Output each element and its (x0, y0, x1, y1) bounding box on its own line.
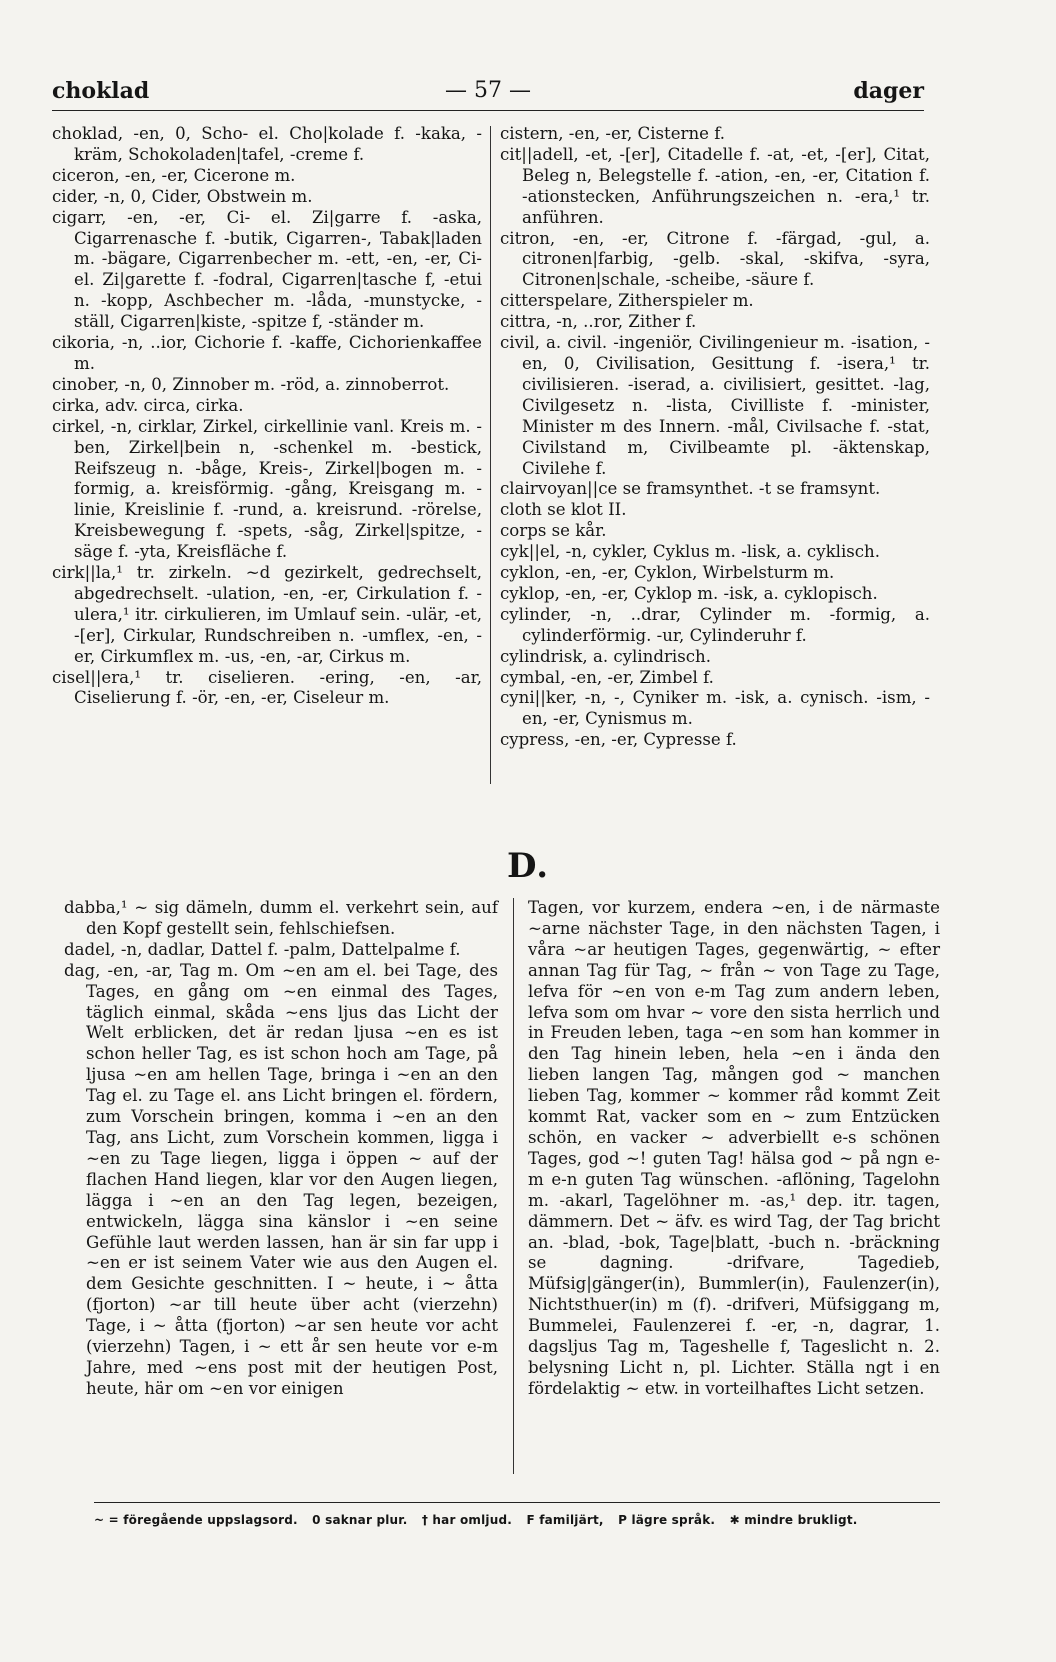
entry: cirk||la,¹ tr. zirkeln. ~d gezirkelt, gedrechselt, abgedrechselt. -ulation, -en, -er, Cirkulation f. -ulera,¹ itr. cirkulieren, im Umlauf sein. -ulär, -et, -[er], Cirkular, Rundschreiben n. -umflex, -en, -er, Cirkumflex m. -us, -en, -ar, Cirkus m. (52, 563, 482, 666)
entry: cigarr, -en, -er, Ci- el. Zi|garre f. -aska, Cigarrenasche f. -butik, Cigarren-, Tabak|laden m. -bägare, Cigarrenbecher m. -ett, -en, -er, Ci- el. Zi|garette f. -fodral, Cigarren|tasche f, -etui n. -kopp, Aschbecher m. -låda, -munstycke, -ställ, Cigarren|kiste, -spitze f, -ständer m. (52, 207, 482, 332)
entry: cistern, -en, -er, Cisterne f. (500, 124, 726, 143)
entry: clairvoyan||ce se framsynthet. -t se framsynt. (500, 479, 881, 499)
entry: choklad, -en, 0, Scho- el. Cho|kolade f. -kaka, -kräm, Schokoladen|tafel, -creme f. (52, 124, 482, 164)
page-number: — 57 — (445, 78, 531, 103)
entry: ciceron, -en, -er, Cicerone m. (52, 165, 296, 185)
entry: cymbal, -en, -er, Zimbel f. (500, 667, 714, 687)
entry: cyni||ker, -n, -, Cyniker m. -isk, a. cynisch. -ism, -en, -er, Cynismus m. (500, 688, 930, 729)
column-top-left (52, 124, 482, 709)
abbreviation-legend (94, 1502, 940, 1527)
entry: cirka, adv. circa, cirka. (52, 395, 244, 415)
column-divider (513, 898, 514, 1474)
column-bottom-right (528, 898, 940, 1400)
entry: cylindrisk, a. cylindrisch. (500, 646, 711, 666)
legend-item: ✱ mindre brukligt. (729, 1513, 858, 1527)
column-bottom-left (64, 898, 498, 1400)
entry: cyklop, -en, -er, Cyklop m. -isk, a. cyklopisch. (500, 583, 878, 603)
column-top-right (500, 124, 930, 751)
entry: cypress, -en, -er, Cypresse f. (500, 730, 737, 750)
entry: civil, a. civil. -ingeniör, Civilingenieur m. -isation, -en, 0, Civilisation, Gesittung f. -isera,¹ tr. civilisieren. -iserad, a. civilisiert, gesittet. -lag, Civilgesetz n. -lista, Civilliste f. -minister, Minister m des Innern. -mål, Civilsache f. -stat, Civilstand m, Civilbeamte pl. -äktenskap, Civilehe f. (500, 333, 930, 478)
entry: cit||adell, -et, -[er], Citadelle f. -at, -et, -[er], Citat, Beleg n, Belegstelle f. -ation, -en, -er, Citation f. -ationstecken, Anführungszeichen n. -era,¹ tr. anführen. (500, 144, 930, 227)
header-last-word: dager (853, 78, 924, 104)
entry: corps se kår. (500, 521, 607, 541)
entry: cylinder, -n, ..drar, Cylinder m. -formig, a. cylinderförmig. -ur, Cylinderuhr f. (500, 604, 930, 645)
entry: cloth se klot II. (500, 500, 627, 520)
legend-item: ~ = föregående uppslagsord. (94, 1513, 298, 1527)
entry: cinober, -n, 0, Zinnober m. -röd, a. zinnoberrot. (52, 374, 450, 394)
entry: cirkel, -n, cirklar, Zirkel, cirkellinie vanl. Kreis m. -ben, Zirkel|bein n, -schenkel m. -bestick, Reifszeug n. -båge, Kreis-, Zirkel|bogen m. -formig, a. kreisförmig. -gång, Kreisgang m. -linie, Kreislinie f. -rund, a. kreisrund. -rörelse, Kreisbewegung f. -spets, -såg, Zirkel|spitze, -säge f. -yta, Kreisfläche f. (52, 416, 482, 562)
entry: cider, -n, 0, Cider, Obstwein m. (52, 186, 313, 206)
entry: cisel||era,¹ tr. ciselieren. -ering, -en, -ar, Ciselierung f. -ör, -en, -er, Ciseleur m. (52, 667, 482, 708)
entry: dadel, -n, dadlar, Dattel f. -palm, Dattelpalme f. (64, 939, 461, 959)
entry: citron, -en, -er, Citrone f. -färgad, -gul, a. citronen|farbig, -gelb. -skal, -skifva, -syra, Citronen|schale, -scheibe, -säure f. (500, 228, 930, 290)
entry-continuation: Tagen, vor kurzem, endera ~en, i de närmaste ~arne nächster Tage, in den nächsten Tagen, i våra ~ar heutigen Tages, gegenwärtig, ~ efter annan Tag für Tag, ~ från ~ von Tage zu Tage, lefva för ~en von e-m Tag zum andern leben, lefva som om hvar ~ vore den sista herrlich und in Freuden leben, taga ~en som han kommer in den Tag hinein leben, hela ~en i ända den lieben langen Tag, mången god ~ manchen lieben Tag, kommer ~ kommer råd kommt Zeit kommt Rat, vacker som en ~ zum Entzücken schön, en vacker ~ adverbiellt e-s schönen Tages, god ~! guten Tag! hälsa god ~ på ngn e-m e-n guten Tag wünschen. -aflöning, Tagelohn m. -akarl, Tagelöhner m. -as,¹ dep. itr. tagen, dämmern. Det ~ äfv. es wird Tag, der Tag bricht an. -blad, -bok, Tage|blatt, -buch n. -bräckning se dagning. -drifvare, Tagedieb, Müfsig|gänger(in), Bummler(in), Faulenzer(in), Nichtsthuer(in) m (f). -drifveri, Müfsiggang m, Bummelei, Faulenzerei f. -er, -n, dagrar, 1. dagsljus Tag m, Tageshelle f, Tageslicht n. 2. belysning Licht n, pl. Lichter. Ställa ngt i en fördelaktig ~ etw. in vorteilhaftes Licht setzen. (528, 898, 940, 1398)
header-first-word: choklad (52, 78, 150, 104)
entry: dag, -en, -ar, Tag m. Om ~en am el. bei Tage, des Tages, en gång om ~en einmal des Tages, täglich einmal, skåda ~ens ljus das Licht der Welt erblicken, det är redan ljusa ~en es ist schon heller Tag, es ist schon hoch am Tage, på ljusa ~en am hellen Tage, bringa i ~en an den Tag el. zu Tage el. ans Licht bringen el. fördern, zum Vorschein bringen, komma i ~en an den Tag, ans Licht, zum Vorschein kommen, ligga i ~en zu Tage liegen, ligga i öppen ~ auf der flachen Hand liegen, klar vor den Augen liegen, lägga i ~en an den Tag legen, bezeigen, entwickeln, lägga sina känslor i ~en seine Gefühle laut werden lassen, han är sin far upp i ~en er ist seinem Vater wie aus den Augen el. dem Gesichte geschnitten. I ~ heute, i ~ åtta (fjorton) ~ar till heute über acht (vierzehn) Tage, i ~ åtta (fjorton) ~ar sen heute vor acht (vierzehn) Tagen, i ~ ett år sen heute vor e-m Jahre, med ~ens post mit der heutigen Post, heute, här om ~en vor einigen (64, 960, 498, 1398)
entry: dabba,¹ ~ sig dämeln, dumm el. verkehrt sein, auf den Kopf gestellt sein, fehlschiefsen. (64, 898, 498, 938)
legend-item: † har omljud. (421, 1513, 513, 1527)
entry: cittra, -n, ..ror, Zither f. (500, 312, 697, 332)
entry: citterspelare, Zitherspieler m. (500, 291, 754, 311)
legend-item: P lägre språk. (618, 1513, 716, 1527)
column-divider (490, 126, 491, 784)
entry: cyk||el, -n, cykler, Cyklus m. -lisk, a. cyklisch. (500, 542, 881, 562)
running-header (52, 76, 924, 111)
section-letter: D. (506, 846, 550, 886)
entry: cyklon, -en, -er, Cyklon, Wirbelsturm m. (500, 563, 835, 583)
legend-item: 0 saknar plur. (312, 1513, 408, 1527)
legend-item: F familjärt, (526, 1513, 604, 1527)
entry: cikoria, -n, ..ior, Cichorie f. -kaffe, Cichorienkaffee m. (52, 333, 482, 373)
